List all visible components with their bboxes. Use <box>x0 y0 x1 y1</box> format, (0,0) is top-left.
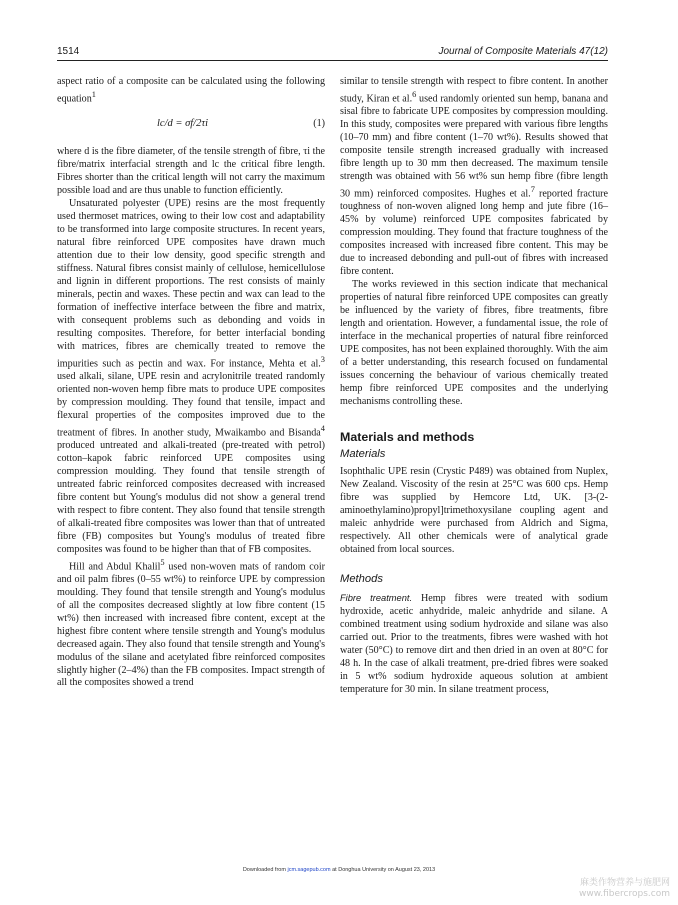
citation-5[interactable]: 5 <box>160 557 165 567</box>
citation-6[interactable]: 6 <box>412 89 417 99</box>
journal-title: Journal of Composite Materials 47(12) <box>438 46 608 57</box>
paragraph-materials: Isophthalic UPE resin (Crystic P489) was obtained from Nuplex, New Zealand. Viscosity of the resin at 25°C was 600 cps. Hemp fibre was supplied by Hemcore Ltd, UK. [3-(2-aminoethylamino)propyl]trimethoxysilane coupling agent and maleic anhydride were purchased from Aldrich and Sigma, respectively. All other chemicals were of analytical grade obtained from local sources. <box>340 466 608 556</box>
equation-expression: lc/d = σf/2τi <box>157 118 209 130</box>
equation-1 <box>57 114 325 140</box>
watermark-line-2: www.fibercrops.com <box>579 889 670 899</box>
paragraph-fibre-treatment: Fibre treatment. Hemp fibres were treated with sodium hydroxide, acetic anhydride, maleic anhydride and silane. A combined treatment using sodium hydroxide and silane was also carried out. Prior to the treatments, fibres were washed with hot water (50°C) to remove dirt and then dried in an oven at 80°C for 48 h. In the case of alkali treatment, pre-dried fibres were soaked in 5 wt% sodium hydroxide aqueous solution at ambient temperature for 30 min. In silane treatment process, <box>340 593 608 695</box>
paragraph-hill-khalil: Hill and Abdul Khalil$^5$ used non-woven mats of random coir and oil palm fibres (0–55 wt%) to reinforce UPE by compression moulding. They found that tensile strength and Young's modulus of all the composites decreased slightly at low fibre content (15 wt%) then increased with increased fibre content, except at the highest fibre content where tensile strength and Young's modulus decreased again. They also found that tensile strength and Young's modulus of the silane and acetylated fibre reinforced composites slightly higher (2–4%) than the FB composites. Impact strength of all the composites showed a trend <box>57 557 326 689</box>
footer-link[interactable]: jcm.sagepub.com <box>287 867 331 873</box>
page-number: 1514 <box>57 46 80 57</box>
citation-7[interactable]: 7 <box>530 184 535 194</box>
paragraph-equation-explain: where d is the fibre diameter, σf the tensile strength of fibre, τi the fibre/matrix interfacial strength and lc the critical fibre length. Fibres shorter than the critical length will not carry the maximum possible load and are thus unable to function efficiently. <box>57 146 325 197</box>
right-column <box>340 76 608 697</box>
citation-1[interactable]: 1 <box>91 89 96 99</box>
header-rule <box>57 60 608 61</box>
download-footer: Downloaded from jcm.sagepub.com at Donghua University on August 23, 2013 <box>242 867 436 873</box>
citation-3[interactable]: 3 <box>320 354 325 364</box>
paragraph-kiran: similar to tensile strength with respect to fibre content. In another study, Kiran et al.$^6$ used randomly oriented sun hemp, banana and sisal fibre to fabricate UPE composites by compression moulding. In this study, composites were prepared with various fibre lengths (10–70 mm) and fibre content (1–70 wt%). Results showed that composite tensile strength increased gradually with increased fibre length up to 30 mm then decreased. The maximum tensile strength was obtained with 56 wt% sun hemp fibre (fibre length 30 mm) reinforced composites. Hughes et al.$^7$ reported fracture toughness of non-woven aligned long hemp and jute fibre (16–45% by volume) reinforced UPE composites fabricated by compression moulding. They found that fracture toughness of the composites increased with increased fibre content. This may be due to increased debonding and pull-out of fibres with increased fibre content. <box>340 76 608 278</box>
equation-number: (1) <box>313 118 325 130</box>
section-heading: Materials and methods <box>340 429 475 444</box>
run-in-heading: Fibre treatment. <box>340 593 413 604</box>
paragraph-upe-resins: Unsaturated polyester (UPE) resins are the most frequently used thermoset matrices, owing to their low cost and adaptability to be transformed into large composite structures. In recent years, natural fibre reinforced UPE composites have drawn much attention due to their low density, good specific strength and stiffness. Natural fibres consist mainly of cellulose, hemicellulose and lignin in different proportions. The rest consists of mainly minerals, pectin and waxes. These pectin and wax can lead to the formation of ineffective interface between the fibre and matrix, with consequent problems such as debonding and voids in resulting composites. Therefore, for better interfacial bonding with matrices, fibres are chemically treated to remove the impurities such as pectin and wax. For instance, Mehta et al.$^3$ used alkali, silane, UPE resin and acrylonitrile treated randomly oriented non-woven hemp fibre mats to produce UPE composites by compression moulding. They found that tensile, impact and flexural properties of the composites improved due to the treatment of fibres. In another study, Mwaikambo and Bisanda$^4$ produced untreated and alkali-treated (pre-treated with petrol) cotton–kapok fabric reinforced UPE composites using compression moulding. They found that tensile strength of untreated fabric reinforced composites decreased with increased fibre content but Young's modulus did not show a general trend with respect to fibre content. They also found that tensile strength of alkali-treated fibre composites was lower than that of untreated fibre (FB) composites but Young's modulus of treated fibre composites was found to be higher than that of FB composites. <box>57 198 325 555</box>
citation-4[interactable]: 4 <box>320 423 325 433</box>
subsection-methods: Methods <box>340 573 383 586</box>
left-column <box>57 76 325 690</box>
paragraph-equation-intro: aspect ratio of a composite can be calculated using the following equation$^1$ <box>57 76 325 105</box>
watermark-line-1: 麻类作物营养与施肥网 <box>579 878 670 888</box>
subsection-materials: Materials <box>340 447 386 460</box>
paragraph-review-summary: The works reviewed in this section indicate that mechanical properties of natural fibre reinforced UPE composites can greatly be influenced by the variety of fibres, fibre treatments, fibre length and orientation. However, a fundamental issue, the role of interface in the mechanical properties of natural fibre reinforced UPE composites, has not been explained thoroughly. With the aim of a better understanding, this research focused on fundamental issues concerning the behaviour of various chemically treated hemp fibre reinforced UPE composites and the underlying mechanisms controlling these. <box>340 279 608 407</box>
running-header <box>57 44 608 60</box>
watermark <box>579 878 670 900</box>
